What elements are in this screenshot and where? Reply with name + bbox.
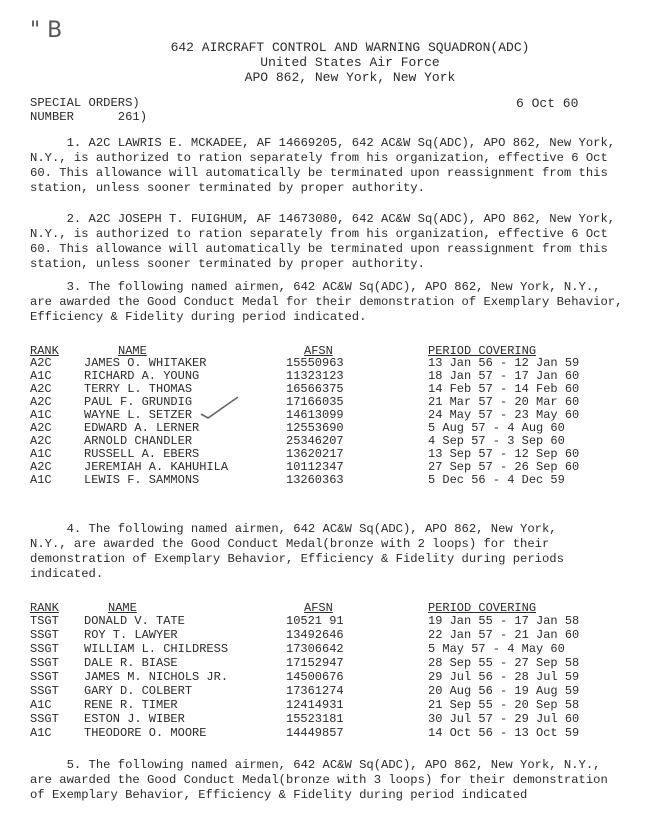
name-cell: JAMES O. WHITAKER: [84, 356, 207, 370]
rank-cell: A2C: [30, 460, 52, 474]
name-cell: PAUL F. GRUNDIG: [84, 395, 193, 409]
afsn-cell: 13492646: [286, 628, 344, 642]
name-cell: DONALD V. TATE: [84, 614, 185, 628]
paragraph-line: 4. The following named airmen, 642 AC&W Sq(ADC), APO 862, New York,: [30, 522, 557, 536]
rank-cell: A1C: [30, 698, 52, 712]
table2-header-rank: RANK: [30, 601, 59, 615]
rank-cell: SSGT: [30, 684, 59, 698]
rank-cell: SSGT: [30, 670, 59, 684]
paragraph-line: 1. A2C LAWRIS E. MCKADEE, AF 14669205, 642 AC&W Sq(ADC), APO 862, New York,: [30, 136, 616, 150]
rank-cell: A1C: [30, 473, 52, 487]
table1-header-period: PERIOD COVERING: [428, 344, 537, 358]
orders-number: NUMBER 261): [30, 110, 148, 124]
afsn-cell: 14500676: [286, 670, 344, 684]
handwritten-mark: " B: [30, 18, 63, 43]
afsn-cell: 12553690: [286, 421, 344, 435]
paragraph-line: are awarded the Good Conduct Medal for their demonstration of Exemplary Behavior,: [30, 295, 623, 309]
name-cell: JEREMIAH A. KAHUHILA: [84, 460, 229, 474]
rank-cell: SSGT: [30, 628, 59, 642]
afsn-cell: 25346207: [286, 434, 344, 448]
period-cell: 21 Sep 55 - 20 Sep 58: [428, 698, 580, 712]
paragraph-line: Efficiency & Fidelity during period indicated.: [30, 310, 367, 324]
header-unit: 642 AIRCRAFT CONTROL AND WARNING SQUADRON(ADC): [170, 40, 530, 55]
afsn-cell: 14613099: [286, 408, 344, 422]
paragraph-2: [30, 212, 622, 272]
name-cell: ARNOLD CHANDLER: [84, 434, 193, 448]
rank-cell: A2C: [30, 382, 52, 396]
rank-cell: A1C: [30, 447, 52, 461]
period-cell: 4 Sep 57 - 3 Sep 60: [428, 434, 565, 448]
paragraph-line: station, unless sooner terminated by proper authority.: [30, 181, 425, 195]
name-cell: WILLIAM L. CHILDRESS: [84, 642, 229, 656]
afsn-cell: 13620217: [286, 447, 344, 461]
afsn-cell: 15523181: [286, 712, 344, 726]
rank-cell: A2C: [30, 356, 52, 370]
period-cell: 5 Aug 57 - 4 Aug 60: [428, 421, 565, 435]
name-cell: RICHARD A. YOUNG: [84, 369, 200, 383]
afsn-cell: 11323123: [286, 369, 344, 383]
paragraph-line: N.Y., is authorized to ration separately from his organization, effective 6 Oct: [30, 151, 608, 165]
period-cell: 21 Mar 57 - 20 Mar 60: [428, 395, 580, 409]
name-cell: EDWARD A. LERNER: [84, 421, 200, 435]
period-cell: 19 Jan 55 - 17 Jan 58: [428, 614, 580, 628]
afsn-cell: 17152947: [286, 656, 344, 670]
orders-date: 6 Oct 60: [516, 96, 579, 111]
table2-header-period: PERIOD COVERING: [428, 601, 537, 615]
name-cell: LEWIS F. SAMMONS: [84, 473, 200, 487]
rank-cell: A1C: [30, 726, 52, 740]
checkmark-icon: [200, 396, 240, 420]
period-cell: 14 Feb 57 - 14 Feb 60: [428, 382, 580, 396]
afsn-cell: 13260363: [286, 473, 344, 487]
name-cell: TERRY L. THOMAS: [84, 382, 193, 396]
period-cell: 5 Dec 56 - 4 Dec 59: [428, 473, 565, 487]
paragraph-line: 3. The following named airmen, 642 AC&W Sq(ADC), APO 862, New York, N.Y.,: [30, 280, 601, 294]
table1-header-rank: RANK: [30, 344, 59, 358]
period-cell: 20 Aug 56 - 19 Aug 59: [428, 684, 580, 698]
paragraph-3: [30, 280, 622, 325]
paragraph-line: 5. The following named airmen, 642 AC&W Sq(ADC), APO 862, New York, N.Y.,: [30, 758, 601, 772]
period-cell: 13 Jan 56 - 12 Jan 59: [428, 356, 580, 370]
paragraph-line: of Exemplary Behavior, Efficiency & Fidelity during period indicated: [30, 788, 528, 802]
paragraph-line: are awarded the Good Conduct Medal(bronze with 3 loops) for their demonstration: [30, 773, 608, 787]
table1-header-name: NAME: [118, 344, 147, 358]
paragraph-line: 60. This allowance will automatically be terminated upon reassignment from this: [30, 242, 608, 256]
afsn-cell: 10521 91: [286, 614, 344, 628]
period-cell: 30 Jul 57 - 29 Jul 60: [428, 712, 580, 726]
period-cell: 18 Jan 57 - 17 Jan 60: [428, 369, 580, 383]
afsn-cell: 12414931: [286, 698, 344, 712]
period-cell: 24 May 57 - 23 May 60: [428, 408, 580, 422]
name-cell: RUSSELL A. EBERS: [84, 447, 200, 461]
afsn-cell: 15550963: [286, 356, 344, 370]
paragraph-1: [30, 136, 622, 196]
afsn-cell: 17306642: [286, 642, 344, 656]
orders-label: SPECIAL ORDERS): [30, 96, 140, 110]
paragraph-5: [30, 758, 622, 803]
period-cell: 22 Jan 57 - 21 Jan 60: [428, 628, 580, 642]
period-cell: 13 Sep 57 - 12 Sep 60: [428, 447, 580, 461]
name-cell: JAMES M. NICHOLS JR.: [84, 670, 229, 684]
name-cell: DALE R. BIASE: [84, 656, 178, 670]
paragraph-line: station, unless sooner terminated by proper authority.: [30, 257, 425, 271]
name-cell: ESTON J. WIBER: [84, 712, 185, 726]
name-cell: GARY D. COLBERT: [84, 684, 193, 698]
header-service: United States Air Force: [260, 55, 440, 70]
rank-cell: SSGT: [30, 642, 59, 656]
afsn-cell: 14449857: [286, 726, 344, 740]
name-cell: ROY T. LAWYER: [84, 628, 178, 642]
rank-cell: SSGT: [30, 712, 59, 726]
rank-cell: SSGT: [30, 656, 59, 670]
period-cell: 28 Sep 55 - 27 Sep 58: [428, 656, 580, 670]
paragraph-line: N.Y., are awarded the Good Conduct Medal(bronze with 2 loops) for their: [30, 537, 550, 551]
paragraph-line: indicated.: [30, 567, 104, 581]
paragraph-line: 60. This allowance will automatically be terminated upon reassignment from this: [30, 166, 608, 180]
name-cell: THEODORE O. MOORE: [84, 726, 207, 740]
period-cell: 29 Jul 56 - 28 Jul 59: [428, 670, 580, 684]
paragraph-line: demonstration of Exemplary Behavior, Efficiency & Fidelity during periods: [30, 552, 564, 566]
header-address: APO 862, New York, New York: [244, 70, 456, 85]
period-cell: 5 May 57 - 4 May 60: [428, 642, 565, 656]
period-cell: 14 Oct 56 - 13 Oct 59: [428, 726, 580, 740]
afsn-cell: 16566375: [286, 382, 344, 396]
afsn-cell: 17166035: [286, 395, 344, 409]
name-cell: RENE R. TIMER: [84, 698, 178, 712]
rank-cell: A2C: [30, 434, 52, 448]
rank-cell: TSGT: [30, 614, 59, 628]
table1-header-afsn: AFSN: [304, 344, 333, 358]
name-cell: WAYNE L. SETZER: [84, 408, 193, 422]
table2-header-afsn: AFSN: [304, 601, 333, 615]
rank-cell: A2C: [30, 421, 52, 435]
afsn-cell: 17361274: [286, 684, 344, 698]
rank-cell: A1C: [30, 408, 52, 422]
period-cell: 27 Sep 57 - 26 Sep 60: [428, 460, 580, 474]
rank-cell: A2C: [30, 395, 52, 409]
afsn-cell: 10112347: [286, 460, 344, 474]
paragraph-line: 2. A2C JOSEPH T. FUIGHUM, AF 14673080, 642 AC&W Sq(ADC), APO 862, New York,: [30, 212, 616, 226]
table2-header-name: NAME: [108, 601, 137, 615]
paragraph-line: N.Y., is authorized to ration separately from his organization, effective 6 Oct: [30, 227, 608, 241]
paragraph-4: [30, 522, 622, 582]
rank-cell: A1C: [30, 369, 52, 383]
